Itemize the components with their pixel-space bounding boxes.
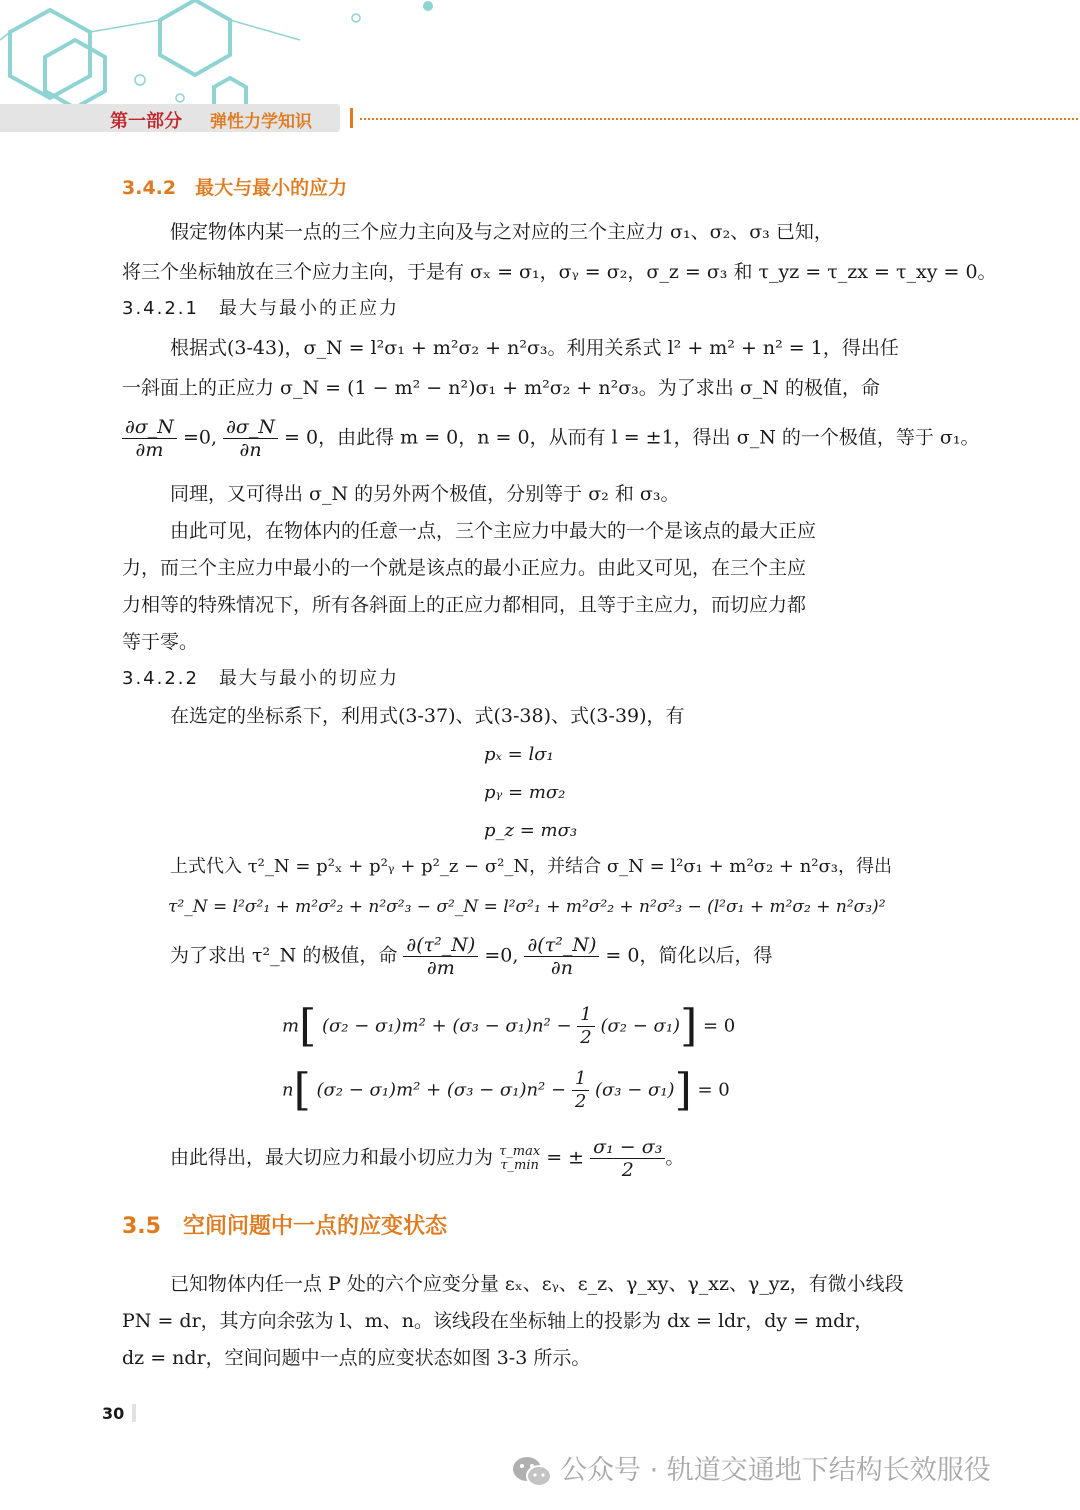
hexagon-decoration [0, 0, 520, 110]
fraction-denominator: ∂m [426, 957, 455, 979]
equation-tau-n: τ²_N = l²σ²₁ + m²σ²₂ + n²σ²₃ − σ²_N = l²σ²₁ + m²σ²₂ + n²σ²₃ − (l²σ₁ + m²σ₂ + n²σ₃)² [168, 897, 886, 917]
paragraph-line: 等于零。 [122, 631, 199, 653]
subsection-heading-3-4-2-2: 3.4.2.2 最大与最小的切应力 [122, 668, 399, 689]
eq-rhs: = 0 [697, 1079, 730, 1101]
part-label: 第一部分 [110, 111, 182, 132]
result-pm: = ± [546, 1146, 585, 1169]
tau-max: τ_max [499, 1143, 541, 1159]
paragraph-line: 已知物体内任一点 P 处的六个应变分量 εₓ、εᵧ、ε_z、γ_xy、γ_xz、γ_yz，有微小线段 [170, 1273, 904, 1295]
fraction-numerator: ∂(τ²_N) [403, 934, 478, 957]
wechat-icon [512, 1455, 552, 1489]
eq-tail: (σ₃ − σ₁) [595, 1079, 675, 1101]
header-dotted-rule [360, 118, 1078, 120]
paragraph-line: 同理，又可得出 σ_N 的另外两个极值，分别等于 σ₂ 和 σ₃。 [170, 483, 680, 505]
fraction-denominator: ∂n [239, 439, 262, 461]
fraction-denominator: 2 [621, 1159, 634, 1181]
equation-pz: p_z = mσ₃ [484, 820, 578, 841]
paragraph-line: 根据式(3-43)，σ_N = l²σ₁ + m²σ₂ + n²σ₃。利用关系式 l² + m² + n² = 1，得出任 [170, 337, 899, 359]
subsection-heading-3-4-2-1: 3.4.2.1 最大与最小的正应力 [122, 298, 399, 319]
condition-tail: = 0，由此得 m = 0，n = 0，从而有 l = ±1，得出 σ_N 的一个极值，等于 σ₁。 [284, 426, 980, 449]
watermark-text: 公众号 · 轨道交通地下结构长效服役 [560, 1455, 991, 1486]
fraction-dsigma-dn [223, 416, 278, 461]
eq-body: (σ₂ − σ₁)m² + (σ₃ − σ₁)n² − [321, 1015, 572, 1037]
extreme-condition-line: 为了求出 τ²_N 的极值，命 $\frac{\text{∂(τ²\_N)}}{\partial m}$ =0, $\frac{\text{∂(τ²\_N)}}{\partial n}$ = 0，简化以后，得 [170, 934, 773, 979]
eq-body: (σ₂ − σ₁)m² + (σ₃ − σ₁)n² − [316, 1079, 567, 1101]
page-number: 30 [102, 1404, 125, 1423]
equation-m-bracket: m[ (σ₂ − σ₁)m² + (σ₃ − σ₁)n² − $\frac{1}{2}$ (σ₂ − σ₁)] = 0 [282, 1000, 736, 1052]
fraction-dtau-dn [524, 934, 599, 979]
section-heading-3-5: 3.5 空间问题中一点的应变状态 [122, 1214, 447, 1239]
watermark [512, 1448, 991, 1489]
result-lead: 由此得出，最大切应力和最小切应力为 [170, 1146, 494, 1169]
header-divider [350, 108, 353, 128]
result-line [170, 1136, 684, 1181]
part-subtitle: 弹性力学知识 [210, 112, 312, 132]
fraction-numerator: ∂σ_N [122, 416, 177, 439]
eq-lead: n [282, 1079, 294, 1101]
paragraph-line: 力，而三个主应力中最小的一个就是该点的最小正应力。由此又可见，在三个主应 [122, 557, 807, 579]
fraction-denominator: ∂m [135, 439, 164, 461]
equation-n-bracket: n[ (σ₂ − σ₁)m² + (σ₃ − σ₁)n² − $\frac{1}{2}$ (σ₃ − σ₁)] = 0 [282, 1064, 730, 1116]
section-heading-3-4-2: 3.4.2 最大与最小的应力 [122, 177, 348, 199]
fraction-denominator: ∂n [550, 957, 573, 979]
fraction-result [590, 1136, 665, 1181]
paragraph-line: 在选定的坐标系下，利用式(3-37)、式(3-38)、式(3-39)，有 [170, 705, 685, 727]
fraction-numerator: ∂(τ²_N) [524, 934, 599, 957]
paragraph-line: 力相等的特殊情况下，所有各斜面上的正应力都相同，且等于主应力，而切应力都 [122, 594, 807, 616]
fraction-half [577, 1004, 594, 1049]
paragraph-line: 由此可见，在物体内的任意一点，三个主应力中最大的一个是该点的最大正应 [170, 520, 817, 542]
fraction-half [572, 1068, 589, 1113]
result-end: 。 [665, 1146, 685, 1169]
paragraph-line: 假定物体内某一点的三个应力主向及与之对应的三个主应力 σ₁、σ₂、σ₃ 已知， [170, 221, 833, 243]
fraction-dtau-dm [403, 934, 478, 979]
eq-rhs: = 0 [702, 1015, 736, 1037]
derivative-condition-line: $\frac{\partial\sigma\_N}{\partial m}$ =0, $\frac{\partial\sigma\_N}{\partial n}$ = 0，由此得 m = 0，n = 0，从而有 l = ±1，得出 σ_N 的一个极值，等于 σ₁。 [122, 416, 980, 461]
equation-py: pᵧ = mσ₂ [484, 782, 566, 803]
paragraph-line: 一斜面上的正应力 σ_N = (1 − m² − n²)σ₁ + m²σ₂ + n²σ₃。为了求出 σ_N 的极值，命 [122, 377, 880, 399]
fraction-denominator: 2 [580, 1027, 592, 1048]
extreme-tail: = 0，简化以后，得 [605, 944, 773, 967]
tau-max-min [499, 1145, 540, 1173]
fraction-numerator: ∂σ_N [223, 416, 278, 439]
eq-lead: m [282, 1015, 300, 1037]
tau-min: τ_min [500, 1157, 539, 1173]
fraction-denominator: 2 [574, 1091, 587, 1112]
paragraph-line: 上式代入 τ²_N = p²ₓ + p²ᵧ + p²_z − σ²_N，并结合 σ_N = l²σ₁ + m²σ₂ + n²σ₃，得出 [170, 856, 893, 877]
fraction-dsigma-dm [122, 416, 177, 461]
paragraph-line: 将三个坐标轴放在三个应力主向，于是有 σₓ = σ₁，σᵧ = σ₂，σ_z = σ₃ 和 τ_yz = τ_zx = τ_xy = 0。 [122, 261, 997, 283]
equation-px: pₓ = lσ₁ [484, 744, 554, 765]
eq-tail: (σ₂ − σ₁) [600, 1015, 681, 1037]
page-number-divider [132, 1404, 136, 1422]
paragraph-line: dz = ndr，空间问题中一点的应变状态如图 3-3 所示。 [122, 1347, 591, 1369]
fraction-numerator: 1 [572, 1068, 589, 1091]
paragraph-line: PN = dr，其方向余弦为 l、m、n。该线段在坐标轴上的投影为 dx = ldr，dy = mdr， [122, 1310, 874, 1332]
fraction-numerator: σ₁ − σ₃ [590, 1136, 665, 1159]
fraction-numerator: 1 [577, 1004, 594, 1027]
extreme-lead: 为了求出 τ²_N 的极值，命 [170, 944, 398, 967]
